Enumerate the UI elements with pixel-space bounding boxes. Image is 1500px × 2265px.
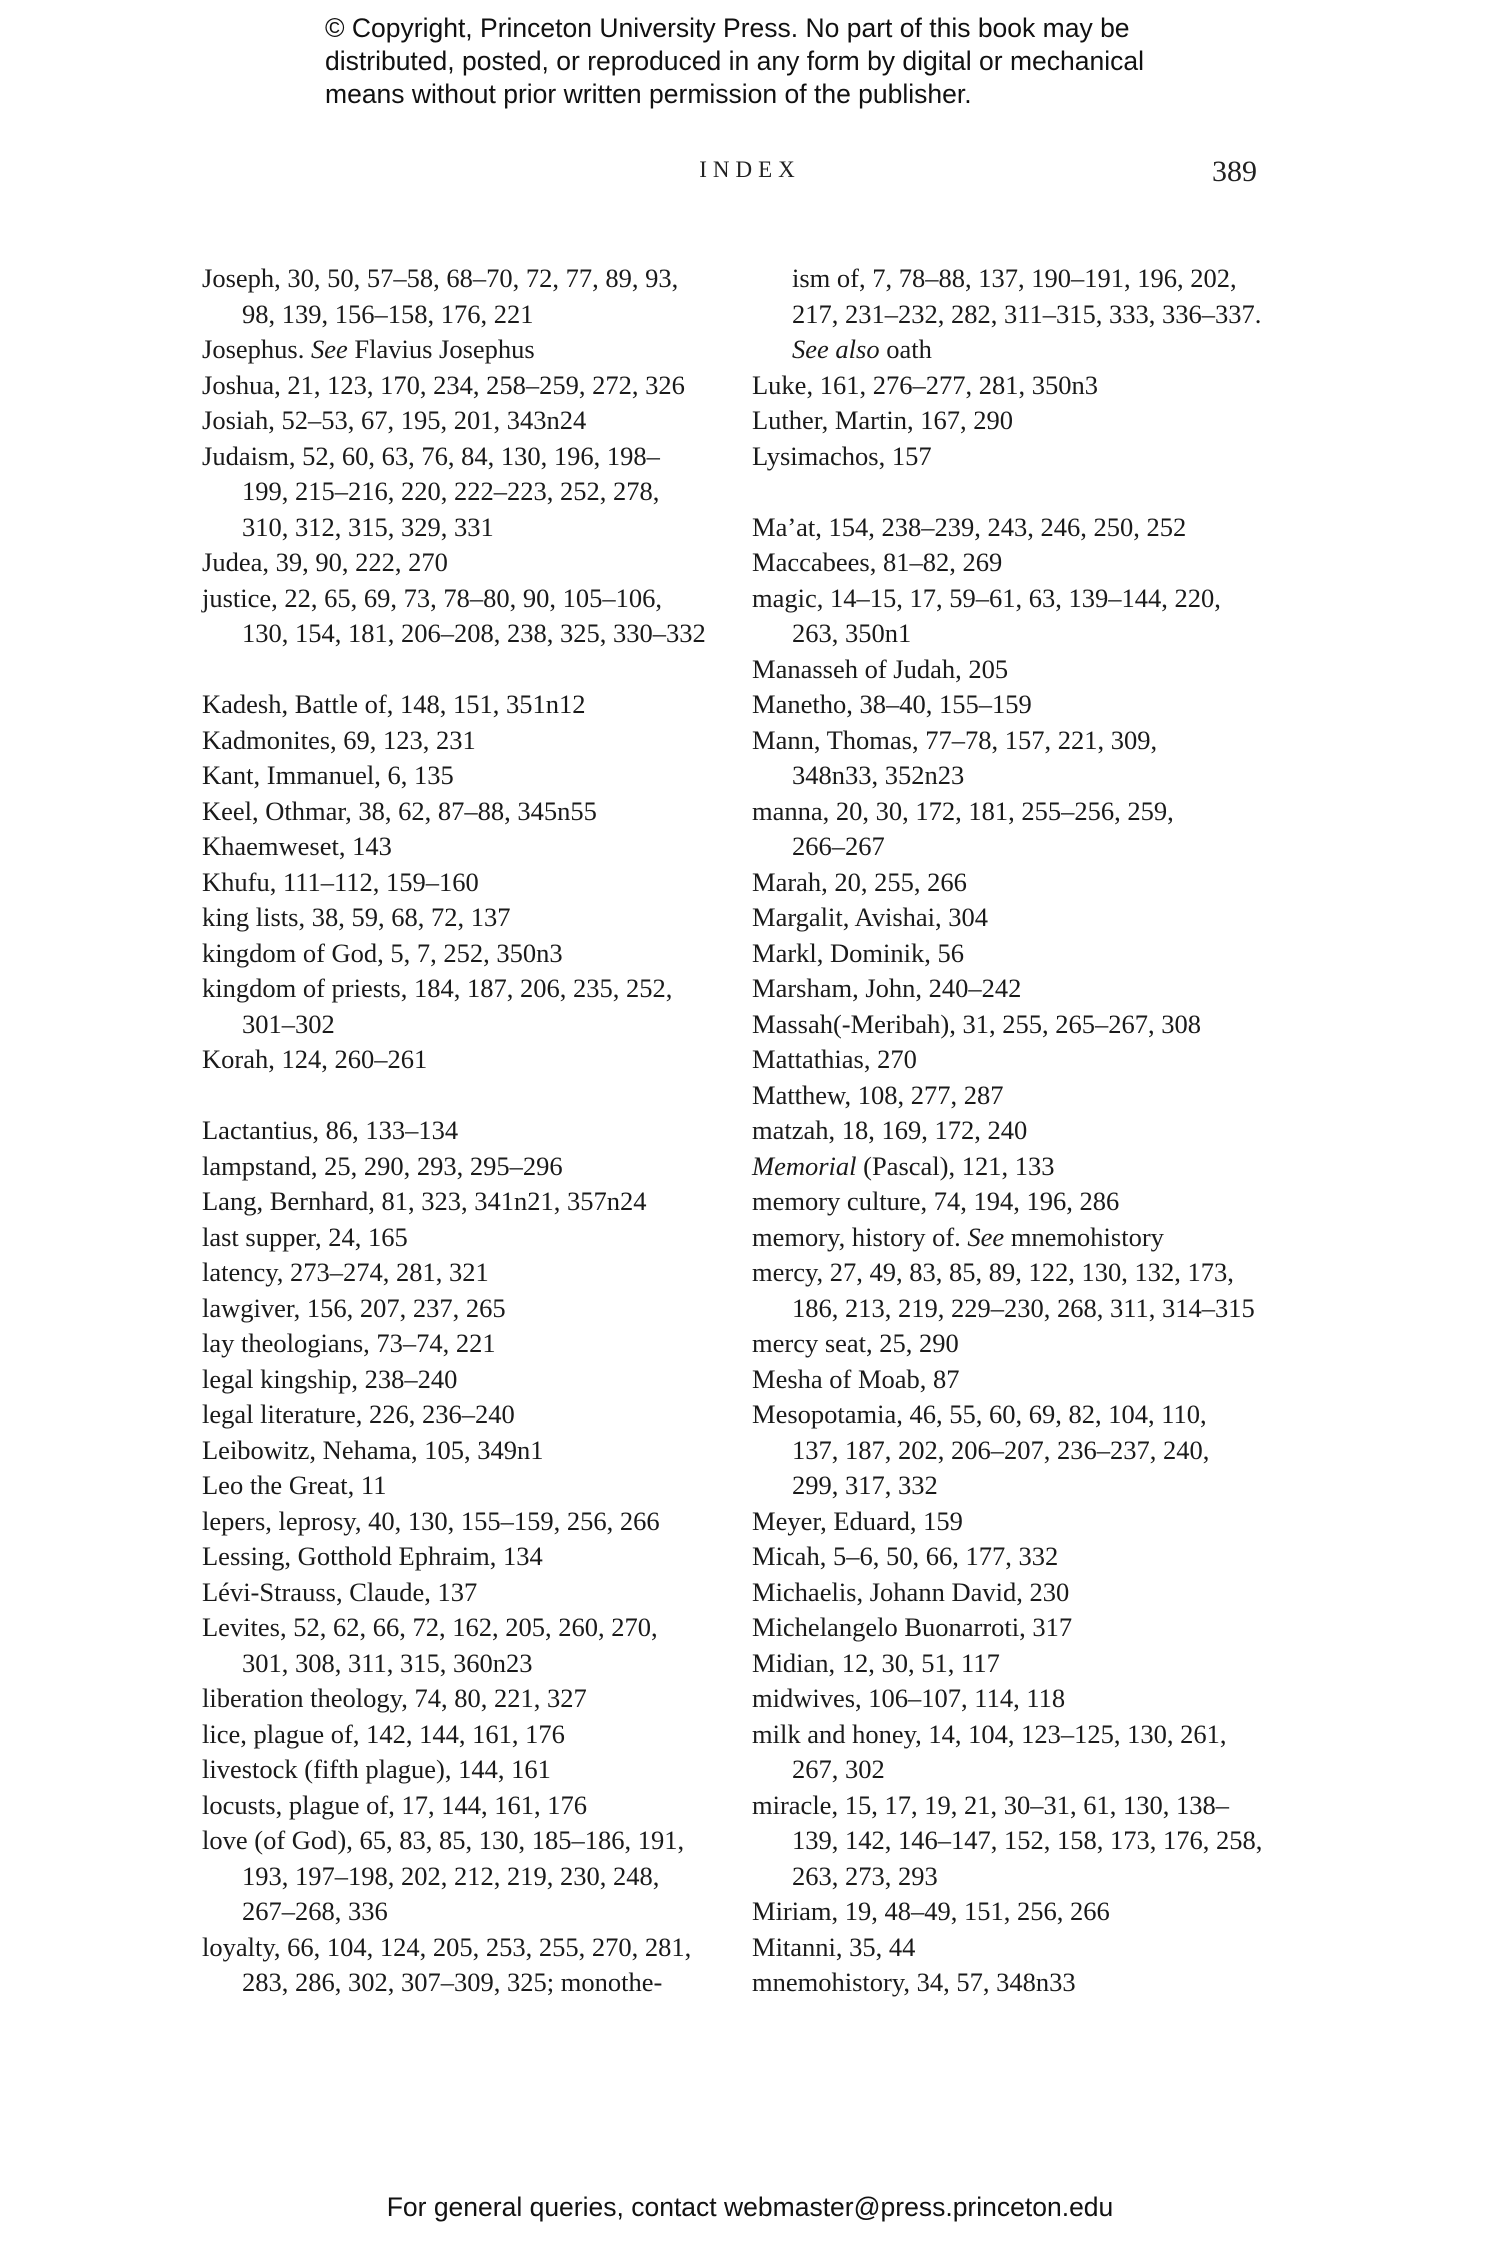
index-entry <box>202 1681 722 1717</box>
entry-text: 267, 302 <box>792 1754 885 1784</box>
index-entry <box>202 1362 722 1398</box>
entry-text: Mattathias, 270 <box>752 1044 917 1074</box>
entry-text: Marah, 20, 255, 266 <box>752 866 967 897</box>
entry-text: lampstand, 25, 290, 293, 295–296 <box>202 1150 563 1181</box>
entry-text: liberation theology, 74, 80, 221, 327 <box>202 1683 587 1713</box>
index-entry <box>202 1433 722 1469</box>
cross-reference-term: See <box>310 334 348 364</box>
index-entry <box>752 971 1272 1007</box>
entry-text: Marsham, John, 240–242 <box>752 973 1022 1003</box>
entry-text: midwives, 106–107, 114, 118 <box>752 1683 1066 1713</box>
index-entry <box>202 1575 722 1611</box>
index-entry <box>752 865 1272 901</box>
running-head: INDEX <box>699 157 801 182</box>
index-entry <box>202 1717 722 1753</box>
entry-text: Micah, 5–6, 50, 66, 177, 332 <box>752 1541 1059 1571</box>
entry-text: Manasseh of Judah, 205 <box>752 653 1009 684</box>
index-entry <box>202 545 722 581</box>
index-entry <box>752 1788 1272 1824</box>
entry-text: lepers, leprosy, 40, 130, 155–159, 256, 266 <box>202 1505 660 1536</box>
index-entry <box>752 1646 1272 1682</box>
index-entry <box>202 1397 722 1433</box>
entry-text: 301, 308, 311, 315, 360n23 <box>242 1647 533 1678</box>
entry-text: legal kingship, 238–240 <box>202 1363 458 1394</box>
entry-text: Levites, 52, 62, 66, 72, 162, 205, 260, 270, <box>202 1612 658 1642</box>
entry-text: Markl, Dominik, 56 <box>752 937 964 968</box>
entry-text: Ma’at, 154, 238–239, 243, 246, 250, 252 <box>752 511 1187 542</box>
index-entry-continuation <box>752 332 1272 368</box>
index-entry <box>752 1042 1272 1078</box>
index-entry <box>752 1575 1272 1611</box>
index-entry-continuation <box>752 1859 1272 1895</box>
entry-text: mercy seat, 25, 290 <box>752 1328 959 1358</box>
index-entry <box>202 1042 722 1078</box>
entry-text: Massah(-Meribah), 31, 255, 265–267, 308 <box>752 1008 1201 1039</box>
index-entry <box>202 829 722 865</box>
index-entry-continuation <box>752 1468 1272 1504</box>
index-entry-continuation <box>202 474 722 510</box>
entry-text: 98, 139, 156–158, 176, 221 <box>242 298 534 329</box>
index-entry <box>202 687 722 723</box>
index-entry <box>752 403 1272 439</box>
entry-text: Josiah, 52–53, 67, 195, 201, 343n24 <box>202 405 587 435</box>
entry-text: Judea, 39, 90, 222, 270 <box>202 547 448 577</box>
entry-text: Mann, Thomas, 77–78, 157, 221, 309, <box>752 724 1158 755</box>
index-entry <box>202 1113 722 1149</box>
index-entry <box>202 865 722 901</box>
index-entry-continuation <box>202 1965 722 2001</box>
index-entry <box>752 936 1272 972</box>
entry-text: Khaemweset, 143 <box>202 831 392 861</box>
index-entry <box>752 1362 1272 1398</box>
index-entry-continuation <box>752 1823 1272 1859</box>
entry-text: Judaism, 52, 60, 63, 76, 84, 130, 196, 198– <box>202 440 660 471</box>
copyright-notice <box>325 12 1325 111</box>
index-entry-continuation <box>752 261 1272 297</box>
index-entry <box>202 936 722 972</box>
entry-text: Joshua, 21, 123, 170, 234, 258–259, 272, 326 <box>202 369 685 400</box>
entry-text: milk and honey, 14, 104, 123–125, 130, 261, <box>752 1718 1227 1749</box>
entry-text: 299, 317, 332 <box>792 1470 938 1500</box>
index-entry <box>752 545 1272 581</box>
index-entry <box>202 1539 722 1575</box>
index-entry-continuation <box>202 1859 722 1895</box>
index-column-right <box>752 261 1272 2001</box>
entry-text: Luke, 161, 276–277, 281, 350n3 <box>752 369 1098 400</box>
entry-text: latency, 273–274, 281, 321 <box>202 1257 489 1287</box>
entry-text: mercy, 27, 49, 83, 85, 89, 122, 130, 132, 173, <box>752 1257 1234 1287</box>
index-entry <box>752 652 1272 688</box>
entry-text: mnemohistory, 34, 57, 348n33 <box>752 1967 1076 1997</box>
index-entry <box>752 439 1272 475</box>
index-entry <box>202 332 722 368</box>
entry-text: legal literature, 226, 236–240 <box>202 1399 515 1429</box>
index-entry <box>752 1255 1272 1291</box>
entry-text: Michaelis, Johann David, 230 <box>752 1576 1070 1607</box>
index-entry-continuation <box>202 297 722 333</box>
entry-text: 139, 142, 146–147, 152, 158, 173, 176, 258, <box>792 1825 1263 1855</box>
entry-text: Luther, Martin, 167, 290 <box>752 405 1013 435</box>
entry-text: Korah, 124, 260–261 <box>202 1044 428 1074</box>
entry-text: Khufu, 111–112, 159–160 <box>202 866 479 897</box>
index-entry <box>752 1397 1272 1433</box>
entry-text: 199, 215–216, 220, 222–223, 252, 278, <box>242 476 660 506</box>
entry-text: ism of, 7, 78–88, 137, 190–191, 196, 202, <box>792 263 1237 293</box>
entry-text: Kant, Immanuel, 6, 135 <box>202 760 454 790</box>
copyright-line: distributed, posted, or reproduced in any form by digital or mechanical <box>325 46 1144 76</box>
entry-text: lawgiver, 156, 207, 237, 265 <box>202 1292 506 1323</box>
index-entry <box>752 1078 1272 1114</box>
index-entry <box>752 368 1272 404</box>
entry-text: Lévi-Strauss, Claude, 137 <box>202 1576 478 1607</box>
index-entry <box>202 1468 722 1504</box>
index-entry <box>752 1681 1272 1717</box>
entry-text: Joseph, 30, 50, 57–58, 68–70, 72, 77, 89, 93, <box>202 263 679 293</box>
entry-text: Margalit, Avishai, 304 <box>752 902 989 932</box>
index-entry <box>202 1752 722 1788</box>
index-entry-continuation <box>752 758 1272 794</box>
entry-text: 283, 286, 302, 307–309, 325; monothe- <box>242 1967 663 1997</box>
entry-text: 348n33, 352n23 <box>792 760 965 790</box>
entry-text: loyalty, 66, 104, 124, 205, 253, 255, 270, 281, <box>202 1931 692 1962</box>
index-entry-continuation <box>202 1007 722 1043</box>
index-entry <box>752 1894 1272 1930</box>
entry-text: 267–268, 336 <box>242 1896 388 1926</box>
index-entry <box>202 1823 722 1859</box>
entry-text: Miriam, 19, 48–49, 151, 256, 266 <box>752 1896 1110 1926</box>
entry-text: last supper, 24, 165 <box>202 1221 408 1252</box>
index-entry-continuation <box>752 1291 1272 1327</box>
entry-text: 193, 197–198, 202, 212, 219, 230, 248, <box>242 1860 660 1891</box>
entry-text: manna, 20, 30, 172, 181, 255–256, 259, <box>752 795 1174 826</box>
entry-text: 310, 312, 315, 329, 331 <box>242 511 494 542</box>
entry-text: miracle, 15, 17, 19, 21, 30–31, 61, 130, 138– <box>752 1789 1229 1820</box>
index-entry-continuation <box>202 510 722 546</box>
index-entry <box>202 439 722 475</box>
copyright-line: © Copyright, Princeton University Press. No part of this book may be <box>325 13 1130 43</box>
section-gap <box>202 1078 722 1114</box>
entry-text: kingdom of God, 5, 7, 252, 350n3 <box>202 937 563 968</box>
entry-text: kingdom of priests, 184, 187, 206, 235, 252, <box>202 973 673 1003</box>
footer-contact: For general queries, contact webmaster@press.princeton.edu <box>386 2192 1114 2222</box>
index-entry <box>202 1930 722 1966</box>
entry-text: Josephus. <box>202 334 311 364</box>
section-gap <box>752 474 1272 510</box>
entry-text: Midian, 12, 30, 51, 117 <box>752 1647 1000 1678</box>
index-entry <box>752 1504 1272 1540</box>
entry-text: 301–302 <box>242 1008 335 1039</box>
index-entry <box>752 581 1272 617</box>
entry-text: 130, 154, 181, 206–208, 238, 325, 330–332 <box>242 618 706 648</box>
index-entry <box>752 510 1272 546</box>
index-entry-continuation <box>202 616 722 652</box>
entry-text: Mitanni, 35, 44 <box>752 1931 916 1962</box>
index-entry <box>202 971 722 1007</box>
entry-text: 186, 213, 219, 229–230, 268, 311, 314–315 <box>792 1292 1255 1323</box>
cross-reference-term: See also <box>792 334 880 364</box>
entry-text: matzah, 18, 169, 172, 240 <box>752 1115 1028 1145</box>
index-entry <box>202 1788 722 1824</box>
index-entry <box>202 723 722 759</box>
index-entry <box>202 368 722 404</box>
entry-text: 263, 350n1 <box>792 618 912 648</box>
index-entry-continuation <box>202 1646 722 1682</box>
entry-text: king lists, 38, 59, 68, 72, 137 <box>202 902 511 932</box>
entry-text: Leibowitz, Nehama, 105, 349n1 <box>202 1434 544 1465</box>
entry-text: oath <box>879 334 932 364</box>
index-entry <box>202 581 722 617</box>
entry-text: (Pascal), 121, 133 <box>856 1150 1055 1181</box>
entry-text: Manetho, 38–40, 155–159 <box>752 689 1032 719</box>
page-number: 389 <box>1212 155 1257 188</box>
entry-text: Meyer, Eduard, 159 <box>752 1505 963 1536</box>
entry-text: Mesha of Moab, 87 <box>752 1363 960 1394</box>
entry-text: Matthew, 108, 277, 287 <box>752 1079 1004 1110</box>
entry-text: Lessing, Gotthold Ephraim, 134 <box>202 1541 543 1571</box>
entry-text: 217, 231–232, 282, 311–315, 333, 336–337. <box>792 298 1262 329</box>
index-entry <box>752 1326 1272 1362</box>
index-entry <box>752 723 1272 759</box>
section-gap <box>202 652 722 688</box>
entry-text: lice, plague of, 142, 144, 161, 176 <box>202 1718 565 1749</box>
index-entry <box>752 1184 1272 1220</box>
entry-text: justice, 22, 65, 69, 73, 78–80, 90, 105–106, <box>202 582 663 613</box>
entry-text: memory, history of. <box>752 1221 968 1252</box>
index-entry <box>202 1184 722 1220</box>
index-entry <box>202 900 722 936</box>
index-entry <box>752 1113 1272 1149</box>
entry-text: 263, 273, 293 <box>792 1860 938 1891</box>
entry-text: 266–267 <box>792 831 885 861</box>
entry-text: Kadmonites, 69, 123, 231 <box>202 724 476 755</box>
index-entry <box>752 1539 1272 1575</box>
index-entry <box>202 1291 722 1327</box>
index-entry <box>752 1007 1272 1043</box>
index-entry <box>202 1326 722 1362</box>
index-entry <box>752 900 1272 936</box>
entry-text: Lang, Bernhard, 81, 323, 341n21, 357n24 <box>202 1186 647 1216</box>
entry-text: Leo the Great, 11 <box>202 1470 387 1500</box>
entry-text: love (of God), 65, 83, 85, 130, 185–186, 191, <box>202 1825 685 1855</box>
index-entry <box>202 261 722 297</box>
index-entry-continuation <box>752 829 1272 865</box>
cross-reference-term: Memorial <box>752 1150 857 1181</box>
entry-text: Maccabees, 81–82, 269 <box>752 547 1003 577</box>
entry-text: Lactantius, 86, 133–134 <box>202 1115 459 1145</box>
index-entry <box>752 1930 1272 1966</box>
entry-text: livestock (fifth plague), 144, 161 <box>202 1754 551 1784</box>
entry-text: lay theologians, 73–74, 221 <box>202 1328 496 1358</box>
entry-text: Keel, Othmar, 38, 62, 87–88, 345n55 <box>202 795 597 826</box>
entry-text: magic, 14–15, 17, 59–61, 63, 139–144, 220, <box>752 582 1221 613</box>
index-entry <box>202 1220 722 1256</box>
index-entry-continuation <box>752 1433 1272 1469</box>
entry-text: Michelangelo Buonarroti, 317 <box>752 1612 1073 1642</box>
index-entry <box>202 1255 722 1291</box>
index-entry-continuation <box>752 1752 1272 1788</box>
entry-text: Mesopotamia, 46, 55, 60, 69, 82, 104, 110, <box>752 1399 1207 1429</box>
index-entry <box>202 1610 722 1646</box>
index-column-left <box>202 261 722 2001</box>
entry-text: memory culture, 74, 194, 196, 286 <box>752 1186 1120 1216</box>
cross-reference-term: See <box>967 1221 1005 1252</box>
entry-text: mnemohistory <box>1004 1221 1164 1252</box>
entry-text: Flavius Josephus <box>347 334 535 364</box>
index-entry <box>752 1965 1272 2001</box>
index-entry <box>202 794 722 830</box>
index-entry <box>202 403 722 439</box>
index-entry <box>752 1717 1272 1753</box>
index-entry <box>752 687 1272 723</box>
index-entry <box>752 1610 1272 1646</box>
index-entry <box>202 1504 722 1540</box>
index-entry <box>752 1220 1272 1256</box>
index-entry-continuation <box>202 1894 722 1930</box>
index-entry-continuation <box>752 297 1272 333</box>
entry-text: Kadesh, Battle of, 148, 151, 351n12 <box>202 689 586 719</box>
index-entry-continuation <box>752 616 1272 652</box>
entry-text: 137, 187, 202, 206–207, 236–237, 240, <box>792 1434 1210 1465</box>
index-entry <box>752 1149 1272 1185</box>
entry-text: locusts, plague of, 17, 144, 161, 176 <box>202 1789 587 1820</box>
index-entry <box>202 1149 722 1185</box>
index-entry <box>752 794 1272 830</box>
entry-text: Lysimachos, 157 <box>752 440 932 471</box>
copyright-line: means without prior written permission of the publisher. <box>325 79 972 109</box>
index-entry <box>202 758 722 794</box>
